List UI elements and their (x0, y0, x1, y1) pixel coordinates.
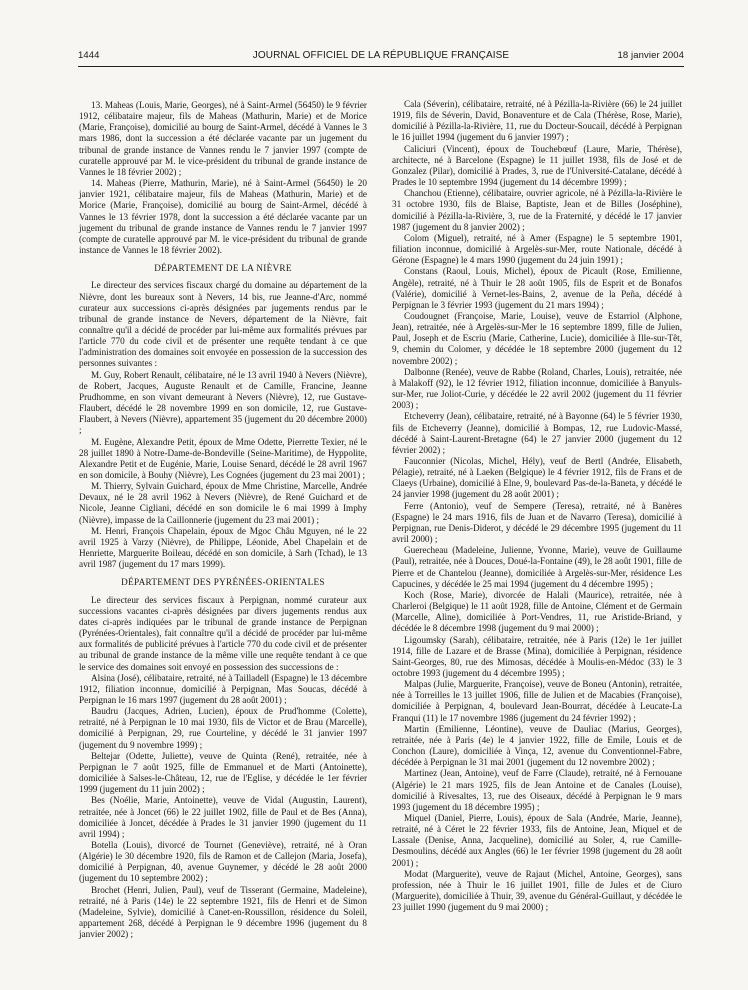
section-intro: Le directeur des services fiscaux chargé du domaine au département de la Nièvre, dont les bureaux sont à Nevers, 14 bis, rue Jeanne-d'Arc, nommé curateur aux successions ci-après désignées par jugements rendus par le tribunal de grande instance de Nevers, département de la Nièvre, fait connaître qu'il a décidé de procéder par lui-même aux formalités prévues par l'article 770 du code civil et de présenter une requête tendant à ce que l'administration des domaines soit envoyée en possession de la succession des personnes suivantes : (79, 280, 367, 369)
notice-entry: Bes (Noélie, Marie, Antoinette), veuve de Vidal (Augustin, Laurent), retraitée, née à Joncet (66) le 22 juillet 1902, fille de Paul et de Bes (Anna), domiciliée à Joncet, décédée à Prades le 31 janvier 1990 (jugement du 11 avril 1994) ; (79, 795, 367, 839)
notice-entry: Guerecheau (Madeleine, Julienne, Yvonne, Marie), veuve de Guillaume (Paul), retraitée, née à Douces, Doué-la-Fontaine (49), le 28 août 1901, fille de Pierre et de Chantelou (Jeanne), domiciliée à Argelès-sur-Mer, résidence Les Capucines, y décédée le 25 mai 1994 (jugement du 4 décembre 1995) ; (392, 545, 682, 589)
notice-entry: 14. Maheas (Pierre, Mathurin, Marie), né à Saint-Armel (56450) le 20 janvier 1921, célibataire majeur, fils de Maheas (Mathurin, Marie) et de Morice (Marie, Françoise), domicilié au bourg de Saint-Armel, décédé à Vannes le 13 février 1978, dont la succession a été déclarée vacante par un jugement du tribunal de grande instance de Vannes rendu le 7 janvier 1997 (compte de curatelle approuvé par M. le vice-président du tribunal de grande instance de Vannes le 18 février 2002). (79, 178, 367, 256)
section-intro: Le directeur des services fiscaux à Perpignan, nommé curateur aux successions vacantes ci-après désignées par divers jugements rendus aux dates ci-après indiquées par le tribunal de grande instance de Perpignan (Pyrénées-Orientales), fait connaître qu'il a décidé de procéder par lui-même aux formalités de publicité prévues à l'article 770 du code civil et de présenter au tribunal de grande instance de la même ville une requête tendant à ce que le service des domaines soit envoyé en possession des successions de : (79, 594, 367, 672)
notice-entry: Brochet (Henri, Julien, Paul), veuf de Tisserant (Germaine, Madeleine), retraité, né à Paris (14e) le 22 septembre 1921, fils de Henri et de Simon (Madeleine, Sylvie), domicilié à Canet-en-Roussillon, résidence du Soleil, appartement 268, décédé à Perpignan le 9 décembre 1996 (jugement du 8 janvier 2002) ; (79, 884, 367, 940)
notice-entry: M. Henri, François Chapelain, époux de Mgoc Châu Mguyen, né le 22 avril 1925 à Varzy (Nièvre), de Philippe, Léonide, Abel Chapelain et de Henriette, Marguerite Boileau, décédé en son domicile, à Sarh (Tchad), le 13 avril 1987 (jugement du 17 mars 1999). (79, 525, 367, 570)
notice-entry: Ligoumsky (Sarah), célibataire, retraitée, née à Paris (12e) le 1er juillet 1914, fille de Lazare et de Brasse (Mina), domiciliée à Perpignan, résidence Saint-Georges, 80, rue des Mimosas, décédée à Moulis-en-Médoc (33) le 3 octobre 1993 (jugement du 4 décembre 1995) ; (392, 634, 682, 678)
notice-entry: Alsina (José), célibataire, retraité, né à Tailladell (Espagne) le 13 décembre 1912, filiation inconnue, domicilié à Perpignan, Mas Soucas, décédé à Perpignan le 16 mars 1997 (jugement du 28 août 2001) ; (79, 672, 367, 705)
notice-entry: Martin (Emilienne, Léontine), veuve de Dauliac (Marius, Georges), retraitée, née à Paris (4e) le 4 janvier 1922, fille de Emile, Louis et de Conchon (Laure), domiciliée à Vinça, 12, avenue du Conventionnel-Fabre, décédée à Perpignan le 31 mai 2001 (jugement du 12 novembre 2002) ; (392, 723, 682, 768)
notice-entry: Dalbonne (Renée), veuve de Rabbe (Roland, Charles, Louis), retraitée, née à Malakoff (92), le 12 février 1912, filiation inconnue, domiciliée à Banyuls-sur-Mer, rue Joliot-Curie, y décédée le 22 avril 2002 (jugement du 11 février 2003) ; (392, 366, 682, 411)
notice-entry: Coudougnet (Françoise, Marie, Louise), veuve de Estarriol (Alphone, Jean), retraitée, née à Argelès-sur-Mer le 16 septembre 1899, fille de Julien, Paul, Joseph et de Escriu (Marie, Catherine, Lucie), domiciliée à Ille-sur-Têt, 9, chemin du Colomer, y décédée le 18 septembre 2000 (jugement du 12 novembre 2002) ; (392, 310, 682, 366)
notice-entry: Etcheverry (Jean), célibataire, retraité, né à Bayonne (64) le 5 février 1930, fils de Etcheverry (Jeanne), domicilié à Bompas, 12, rue Ludovic-Massé, décédé à Saint-Laurent-Bretagne (64) le 27 janvier 2000 (jugement du 12 février 2002) ; (392, 411, 682, 455)
notice-entry: Caliciuri (Vincent), époux de Touchebœuf (Laure, Marie, Thérèse), architecte, né à Barcelone (Espagne) le 11 juillet 1938, fils de José et de Gonzalez (Pilar), domicilié à Prades, 3, rue de l'Université-Catalane, décédé à Prades le 10 septembre 1994 (jugement du 14 décembre 1999) ; (392, 143, 682, 188)
notice-entry: M. Thierry, Sylvain Guichard, époux de Mme Christine, Marcelle, Andrée Devaux, né le 28 avril 1962 à Nevers (Nièvre), de René Guichard et de Nicole, Jeanne Cigliani, décédé en son domicile le 6 mai 1999 à Imphy (Nièvre), impasse de la Caillonnerie (jugement du 23 mai 2001) ; (79, 481, 367, 525)
notice-entry: Malpas (Julie, Marguerite, Françoise), veuve de Boneu (Antonin), retraitée, née à Torreilles le 13 juillet 1906, fille de Julien et de Macabies (Françoise), domiciliée à Perpignan, 4, boulevard Jean-Bourrat, décédée à Leucate-La Franqui (11) le 17 novembre 1986 (jugement du 24 février 1992) ; (392, 679, 682, 723)
left-column (79, 100, 367, 940)
notice-entry: Martinez (Jean, Antoine), veuf de Farre (Claude), retraité, né à Fernouane (Algérie) le 21 mars 1925, fils de Jean Antoine et de Canales (Louise), domicilié à Rivesaltes, 13, rue des Oiseaux, décédé à Perpignan le 9 mars 1993 (jugement du 18 décembre 1995) ; (392, 768, 682, 812)
notice-entry: M. Eugène, Alexandre Petit, époux de Mme Odette, Pierrette Texier, né le 28 juillet 1890 à Notre-Dame-de-Bondeville (Seine-Maritime), de Hyppolite, Alexandre Petit et de Eugénie, Marie, Louise Senard, décédé le 28 avril 1967 en son domicile, à Bouhy (Nièvre), Les Cognées (jugement du 23 mai 2001) ; (79, 436, 367, 480)
notice-entry: Colom (Miguel), retraité, né à Amer (Espagne) le 5 septembre 1901, filiation inconnue, domicilié à Argelès-sur-Mer, route Nationale, décédé à Gérone (Espagne) le 4 mars 1990 (jugement du 24 juin 1991) ; (392, 232, 682, 266)
notice-entry: Modat (Marguerite), veuve de Rajaut (Michel, Antoine, Georges), sans profession, née à Thuir le 16 juillet 1901, fille de Jules et de Ciuro (Marguerite), domiciliée à Thuir, 39, avenue du Général-Guillaut, y décédée le 23 juillet 1990 (jugement du 9 mai 2000) ; (392, 868, 682, 913)
notice-entry: Beltejar (Odette, Juliette), veuve de Quinta (René), retraitée, née à Perpignan le 7 août 1925, fille de Emmanuel et de Marti (Antoinette), domiciliée à Salses-le-Château, 12, rue de l'Eglise, y décédée le 1er février 1999 (jugement du 11 juin 2002) ; (79, 750, 367, 795)
notice-entry: Cala (Séverin), célibataire, retraité, né à Pézilla-la-Rivière (66) le 24 juillet 1919, fils de Séverin, David, Bonaventure et de Cala (Thérèse, Rose, Marie), domicilié à Pézilla-la-Rivière, 11, rue du Docteur-Soucail, décédé à Perpignan le 16 juillet 1994 (jugement du 6 janvier 1997) ; (392, 99, 682, 143)
page-header (78, 50, 684, 64)
issue-date: 18 janvier 2004 (617, 50, 684, 61)
page-number: 1444 (78, 50, 100, 61)
notice-entry: M. Guy, Robert Renault, célibataire, né le 13 avril 1940 à Nevers (Nièvre), de Robert, Jacques, Auguste Renault et de Camille, Francine, Jeanne Prudhomme, en son vivant demeurant à Nevers (Nièvre), 12, rue Gustave-Flaubert, décédé le 28 novembre 1999 en son domicile, 12, rue Gustave-Flaubert, à Nevers (Nièvre), appartement 35 (jugement du 20 décembre 2000) ; (79, 369, 367, 436)
notice-entry: Fauconnier (Nicolas, Michel, Hély), veuf de Bertl (Andrée, Elisabeth, Pélagie), retraité, né à Laeken (Belgique) le 4 février 1912, fils de Frans et de Claeys (Urbaine), domicilié à Elne, 9, boulevard Pas-de-la-Baneta, y décédé le 24 janvier 1998 (jugement du 28 août 2001) ; (392, 456, 682, 500)
notice-entry: Chanchou (Etienne), célibataire, ouvrier agricole, né à Pézilla-la-Rivière le 31 octobre 1930, fils de Blaise, Baptiste, Jean et de Billes (Joséphine), domicilié à Pézilla-la-Rivière, 3, rue de la Fraternité, y décédé le 17 janvier 1987 (jugement du 8 janvier 2002) ; (392, 188, 682, 232)
notice-entry: Baudru (Jacques, Adrien, Lucien), époux de Prud'homme (Colette), retraité, né à Perpignan le 10 mai 1930, fils de Victor et de Brau (Marcelle), domicilié à Perpignan, 29, rue Courteline, y décédé le 31 janvier 1997 (jugement du 9 novembre 1999) ; (79, 706, 367, 750)
section-heading-pyrenees-orientales: DÉPARTEMENT DES PYRÉNÉES-ORIENTALES (121, 577, 325, 588)
notice-entry: Botella (Louis), divorcé de Tournet (Geneviève), retraité, né à Oran (Algérie) le 30 décembre 1920, fils de Ramon et de Callejon (Maria, Josefa), domicilié à Perpignan, 40, avenue Guynemer, y décédé le 28 août 2000 (jugement du 10 septembre 2002) ; (79, 840, 367, 884)
journal-title: JOURNAL OFFICIEL DE LA RÉPUBLIQUE FRANÇAISE (252, 50, 510, 61)
section-heading-nievre: DÉPARTEMENT DE LA NIÈVRE (154, 263, 292, 274)
right-column (392, 99, 682, 913)
notice-entry: Koch (Rose, Marie), divorcée de Halali (Maurice), retraitée, née à Charleroi (Belgique) le 11 août 1928, fille de Antoine, Clément et de Germain (Marcelle, Aline), domiciliée à Port-Vendres, 11, rue Aristide-Briand, y décédée le 8 décembre 1998 (jugement du 9 mai 2000) ; (392, 589, 682, 634)
header-rule (78, 66, 684, 67)
notice-entry: Constans (Raoul, Louis, Michel), époux de Picault (Rose, Emilienne, Angèle), retraité, né à Thuir le 28 août 1905, fils de Esprit et de Bonafos (Valérie), domicilié à Vernet-les-Bains, 2, avenue de la Peña, décédé à Perpignan le 3 février 1993 (jugement du 21 mars 1994) ; (392, 266, 682, 310)
notice-entry: Miquel (Daniel, Pierre, Louis), époux de Sala (Andrée, Marie, Jeanne), retraité, né à Céret le 22 février 1933, fils de Antoine, Jean, Miquel et de Lassale (Denise, Anna, Jacqueline), domicilié au Soler, 4, rue Camille-Desmoulins, décédé aux Angles (66) le 1er février 1998 (jugement du 28 août 2001) ; (392, 813, 682, 868)
notice-entry: 13. Maheas (Louis, Marie, Georges), né à Saint-Armel (56450) le 9 février 1912, célibataire majeur, fils de Maheas (Mathurin, Marie) et de Morice (Marie, Françoise), domicilié au bourg de Saint-Armel, décédé à Vannes le 3 mars 1986, dont la succession a été déclarée vacante par un jugement du tribunal de grande instance de Vannes rendu le 7 janvier 1997 (compte de curatelle approuvé par M. le vice-président du tribunal de grande instance de Vannes le 18 février 2002) ; (79, 100, 367, 177)
notice-entry: Ferre (Antonio), veuf de Sempere (Teresa), retraité, né à Banères (Espagne) le 24 mars 1916, fils de Juan et de Navarro (Teresa), domicilié à Perpignan, rue Denis-Diderot, y décédé le 29 décembre 1995 (jugement du 11 avril 2000) ; (392, 500, 682, 545)
